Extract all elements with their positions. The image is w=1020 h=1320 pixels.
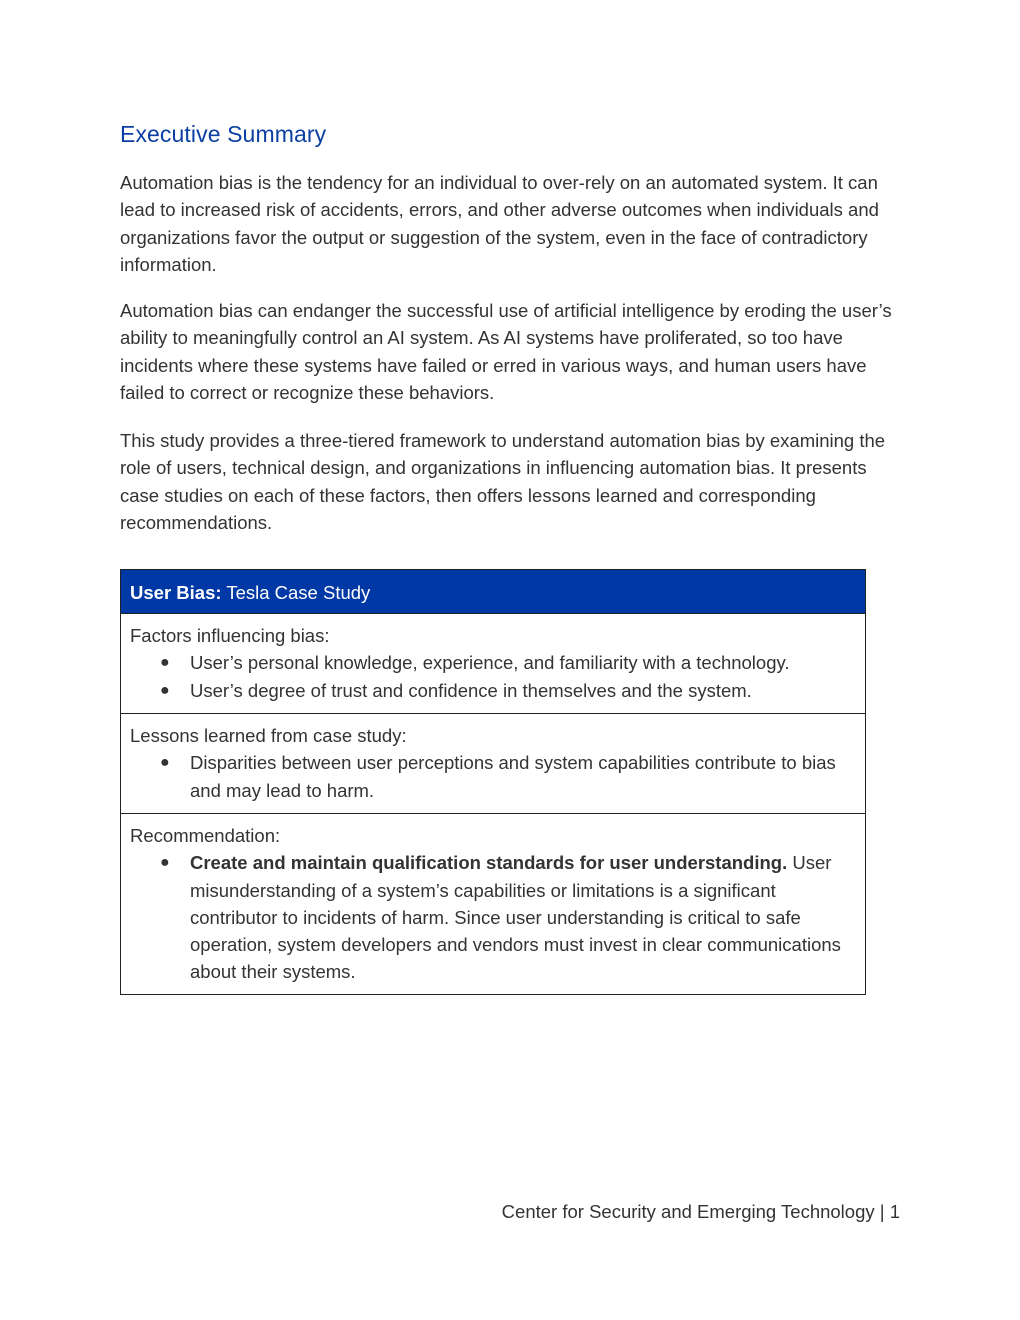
factor-text: User’s degree of trust and confidence in themselves and the system.	[190, 679, 752, 701]
recommendation-list	[130, 849, 856, 985]
list-item	[130, 649, 856, 676]
bullet-icon: ●	[160, 754, 170, 772]
bullet-icon: ●	[160, 654, 170, 672]
recommendation-title: Create and maintain qualification standards for user understanding.	[190, 852, 788, 874]
factors-label: Factors influencing bias:	[130, 625, 330, 646]
recommendation-row	[121, 814, 865, 994]
lessons-list	[130, 749, 856, 804]
factors-row	[121, 614, 865, 714]
lessons-row	[121, 714, 865, 814]
summary-paragraph-2: Automation bias can endanger the successful use of artificial intelligence by eroding the user’s ability to meaningfully control an AI system. As AI systems have proliferated, so too have incidents where these systems have failed or erred in various ways, and human users have failed to correct or recognize these behaviors.	[120, 300, 892, 403]
bullet-icon: ●	[160, 854, 170, 872]
summary-paragraph-1: Automation bias is the tendency for an individual to over-rely on an automated system. It can lead to increased risk of accidents, errors, and other adverse outcomes when individuals and organizations favor the output or suggestion of the system, even in the face of contradictory information.	[120, 172, 879, 275]
case-study-header-title: Tesla Case Study	[221, 582, 371, 603]
factor-text: User’s personal knowledge, experience, and familiarity with a technology.	[190, 652, 790, 674]
list-item	[130, 677, 856, 704]
recommendation-text: User misunderstanding of a system’s capabilities or limitations is a significant contributor to incidents of harm. Since user understanding is critical to safe operation, system developers and vendors must invest in clear communications about their systems.	[190, 852, 841, 983]
factors-list	[130, 649, 856, 704]
lesson-text: Disparities between user perceptions and system capabilities contribute to bias and may lead to harm.	[190, 752, 836, 801]
recommendation-label: Recommendation:	[130, 825, 281, 846]
case-study-header-label: User Bias:	[130, 582, 222, 603]
bullet-icon: ●	[160, 681, 170, 699]
lessons-label: Lessons learned from case study:	[130, 725, 407, 746]
case-study-table	[120, 569, 866, 995]
section-heading: Executive Summary	[120, 121, 327, 147]
list-item	[130, 849, 856, 985]
summary-paragraph-3: This study provides a three-tiered framework to understand automation bias by examining the role of users, technical design, and organizations in influencing automation bias. It presents case studies on each of these factors, then offers lessons learned and corresponding recommendations.	[120, 430, 886, 533]
case-study-header	[121, 570, 865, 614]
page-footer: Center for Security and Emerging Technology | 1	[501, 1201, 900, 1222]
list-item	[130, 749, 856, 804]
